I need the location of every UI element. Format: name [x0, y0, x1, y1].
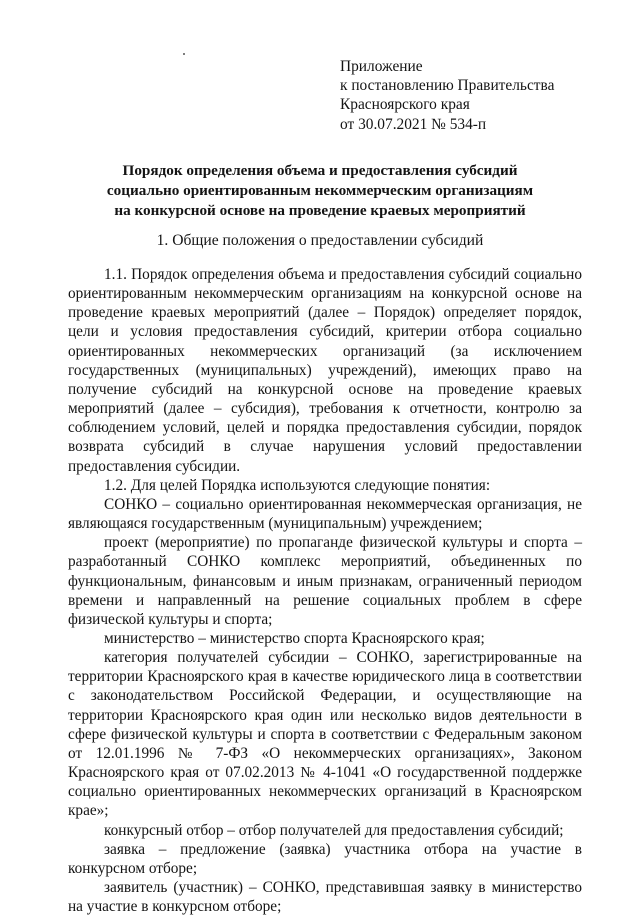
paragraph-1-1: 1.1. Порядок определения объема и предоставления субсидий социально ориентированным некоммерческим организациям на конкурсной основе на проведение краевых мероприятий (далее – Порядок) определяет порядок, цели и условия предоставления субсидий, критерии отбора социально ориентированных некоммерческих организаций (за исключением государственных (муниципальных) учреждений), имеющих право на получение субсидий на конкурсной основе на проведение краевых мероприятий (далее – субсидия), требования к отчетности, контролю за соблюдением условий, целей и порядка предоставления субсидии, порядок возврата субсидий в случае нарушения условий предоставлении предоставления субсидии. [68, 266, 582, 475]
section-heading: 1. Общие положения о предоставлении субсидий [156, 232, 484, 249]
appendix-block [340, 57, 620, 134]
title-line: Порядок определения объема и предоставления субсидий [122, 162, 518, 179]
appendix-line: Красноярского края [340, 96, 470, 114]
appendix-line: от 30.07.2021 № 534-п [340, 115, 487, 133]
appendix-line: к постановлению Правительства [340, 77, 555, 95]
title-line: на конкурсной основе на проведение краевых мероприятий [114, 202, 526, 219]
scan-speck [183, 53, 185, 55]
title-line: социально ориентированным некоммерческим организациям [106, 182, 534, 199]
definition-application: заявка – предложение (заявка) участника отбора на участие в конкурсном отборе; [68, 840, 582, 877]
paragraph-1-2: 1.2. Для целей Порядка используются следующие понятия: [104, 476, 491, 494]
document-title [60, 161, 580, 221]
appendix-line: Приложение [340, 58, 423, 75]
definition-ministry: министерство – министерство спорта Красноярского края; [104, 629, 485, 647]
definition-competitive-selection: конкурсный отбор – отбор получателей для предоставления субсидий; [104, 821, 564, 839]
definition-recipient-category: категория получателей субсидии – СОНКО, зарегистрированные на территории Красноярского края в качестве юридического лица в соответствии с законодательством Российской Федерации, и осуществляющие на территории Красноярского края один или несколько видов деятельности в сфере физической культуры и спорта в соответствии с Федеральным законом от 12.01.1996 № 7-ФЗ «О некоммерческих организациях», Законом Красноярского края от 07.02.2013 № 4-1041 «О государственной поддержке социально ориентированных некоммерческих организаций в Красноярском крае»; [68, 649, 582, 820]
definition-sonko: СОНКО – социально ориентированная некоммерческая организация, не являющаяся государственным (муниципальным) учреждением; [68, 495, 582, 533]
definition-project: проект (мероприятие) по пропаганде физической культуры и спорта – разработанный СОНКО комплекс мероприятий, объединенных по функциональным, финансовым и иным признакам, ограниченный периодом времени и направленный на решение социальных проблем в сфере физической культуры и спорта; [68, 534, 582, 628]
document-body [68, 265, 582, 916]
definition-applicant: заявитель (участник) – СОНКО, представившая заявку в министерство на участие в конкурсном отборе; [68, 879, 582, 916]
